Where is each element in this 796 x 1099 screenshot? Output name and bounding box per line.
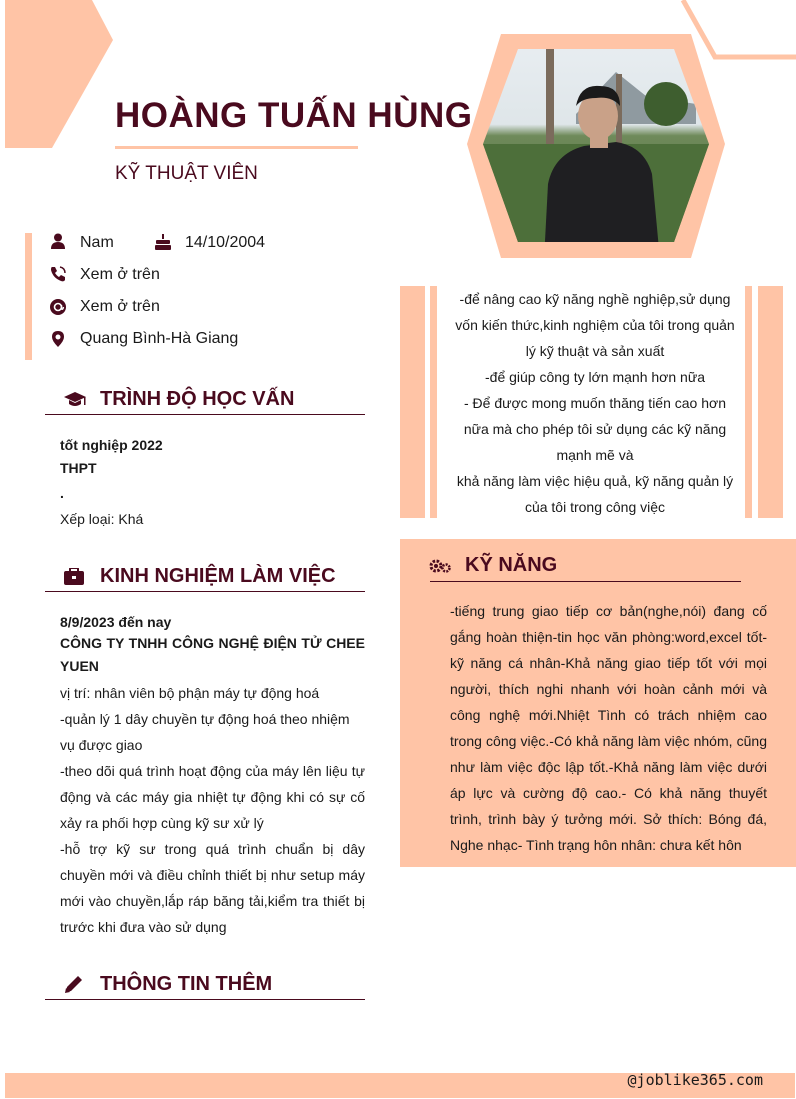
education-divider xyxy=(45,414,365,415)
experience-title: KINH NGHIỆM LÀM VIỆC xyxy=(100,565,336,587)
experience-detail-2: -theo dõi quá trình hoạt động của máy lên liệu tự động và các máy gia nhiệt tự động khi có sự cố xảy ra phối hợp cùng kỹ sư xử lý xyxy=(60,763,365,831)
watermark: @joblike365.com xyxy=(627,1071,763,1089)
experience-detail-1: -quản lý 1 dây chuyền tự động hoá theo nhiệm vụ được giao xyxy=(60,711,350,753)
objective-line-3: - Để được mong muốn thăng tiến cao hơn nữa mà cho phép tôi sử dụng các kỹ năng mạnh mẽ và xyxy=(463,395,727,463)
gender-value: Nam xyxy=(80,234,114,251)
name-underline xyxy=(115,146,358,149)
objective-bar-right-thin xyxy=(745,286,752,518)
objective-bar-right-wide xyxy=(758,286,783,518)
contact-accent-bar xyxy=(25,233,32,360)
education-school: THPT xyxy=(60,460,97,476)
phone-icon xyxy=(49,265,67,283)
experience-detail-position: vị trí: nhân viên bộ phận máy tự động hoá xyxy=(60,685,320,701)
graduation-cap-icon xyxy=(64,391,86,409)
experience-company: CÔNG TY TNHH CÔNG NGHỆ ĐIỆN TỬ CHEE YUEN xyxy=(60,635,365,674)
birthday-value: 14/10/2004 xyxy=(185,234,266,251)
avatar xyxy=(466,34,728,260)
objective-bar-left-wide xyxy=(400,286,425,518)
birthday-cake-icon xyxy=(154,233,172,251)
objective-bar-left-thin xyxy=(430,286,437,518)
skills-text: -tiếng trung giao tiếp cơ bản(nghe,nói) đang cố gắng hoàn thiện-tin học văn phòng:word,excel tốt-kỹ năng cá nhân-Khả năng giao tiếp tốt với mọi người, thích nghi nhanh với hoàn cảnh mới và công nghệ mới.Nhiệt Tình có trách nhiệm cao trong công việc.-Có khả năng làm việc nhóm, cũng như làm việc độc lập tốt.-Khả năng làm việc dưới áp lực và cường độ cao.- Có khả năng thuyết trình, trình bày ý tưởng mới. Sở thích: Bóng đá, Nghe nhạc- Tình trạng hôn nhân: chưa kết hôn xyxy=(450,603,767,853)
objective-line-1: -để nâng cao kỹ năng nghề nghiệp,sử dụng vốn kiến thức,kinh nghiệm của tôi trong quản lý kỹ thuật và sản xuất xyxy=(455,291,735,359)
briefcase-icon xyxy=(64,568,84,585)
candidate-name: HOÀNG TUẤN HÙNG xyxy=(115,96,473,135)
experience-detail-3: -hỗ trợ kỹ sư trong quá trình chuẩn bị dây chuyền mới và điều chỉnh thiết bị như setup máy mới vào chuyền,lắp ráp băng tải,kiểm tra thiết bị trước khi đưa vào sử dụng xyxy=(60,841,365,935)
email-value: Xem ở trên xyxy=(80,298,160,315)
email-at-icon xyxy=(49,298,67,316)
education-title: TRÌNH ĐỘ HỌC VẤN xyxy=(100,388,295,410)
skills-title: KỸ NĂNG xyxy=(465,554,558,576)
objective-line-2: -để giúp công ty lớn mạnh hơn nữa xyxy=(485,369,705,385)
experience-period: 8/9/2023 đến nay xyxy=(60,614,172,630)
person-icon xyxy=(49,233,67,251)
objective-line-4: khả năng làm việc hiệu quả, kỹ năng quản lý của tôi trong công việc xyxy=(456,473,734,515)
decor-hexagon-top-left xyxy=(0,0,120,150)
skills-divider xyxy=(430,581,741,582)
education-grade: Xếp loại: Khá xyxy=(60,511,144,527)
education-period: tốt nghiệp 2022 xyxy=(60,437,163,453)
gears-icon xyxy=(429,557,451,575)
pencil-icon xyxy=(64,976,84,994)
address-value: Quang Bình-Hà Giang xyxy=(80,330,239,347)
career-objective xyxy=(455,286,735,520)
experience-divider xyxy=(45,591,365,592)
more-info-title: THÔNG TIN THÊM xyxy=(100,973,273,995)
job-title: KỸ THUẬT VIÊN xyxy=(115,163,258,184)
location-pin-icon xyxy=(49,330,67,348)
education-note: . xyxy=(60,485,64,501)
phone-value: Xem ở trên xyxy=(80,266,160,283)
more-info-divider xyxy=(45,999,365,1000)
